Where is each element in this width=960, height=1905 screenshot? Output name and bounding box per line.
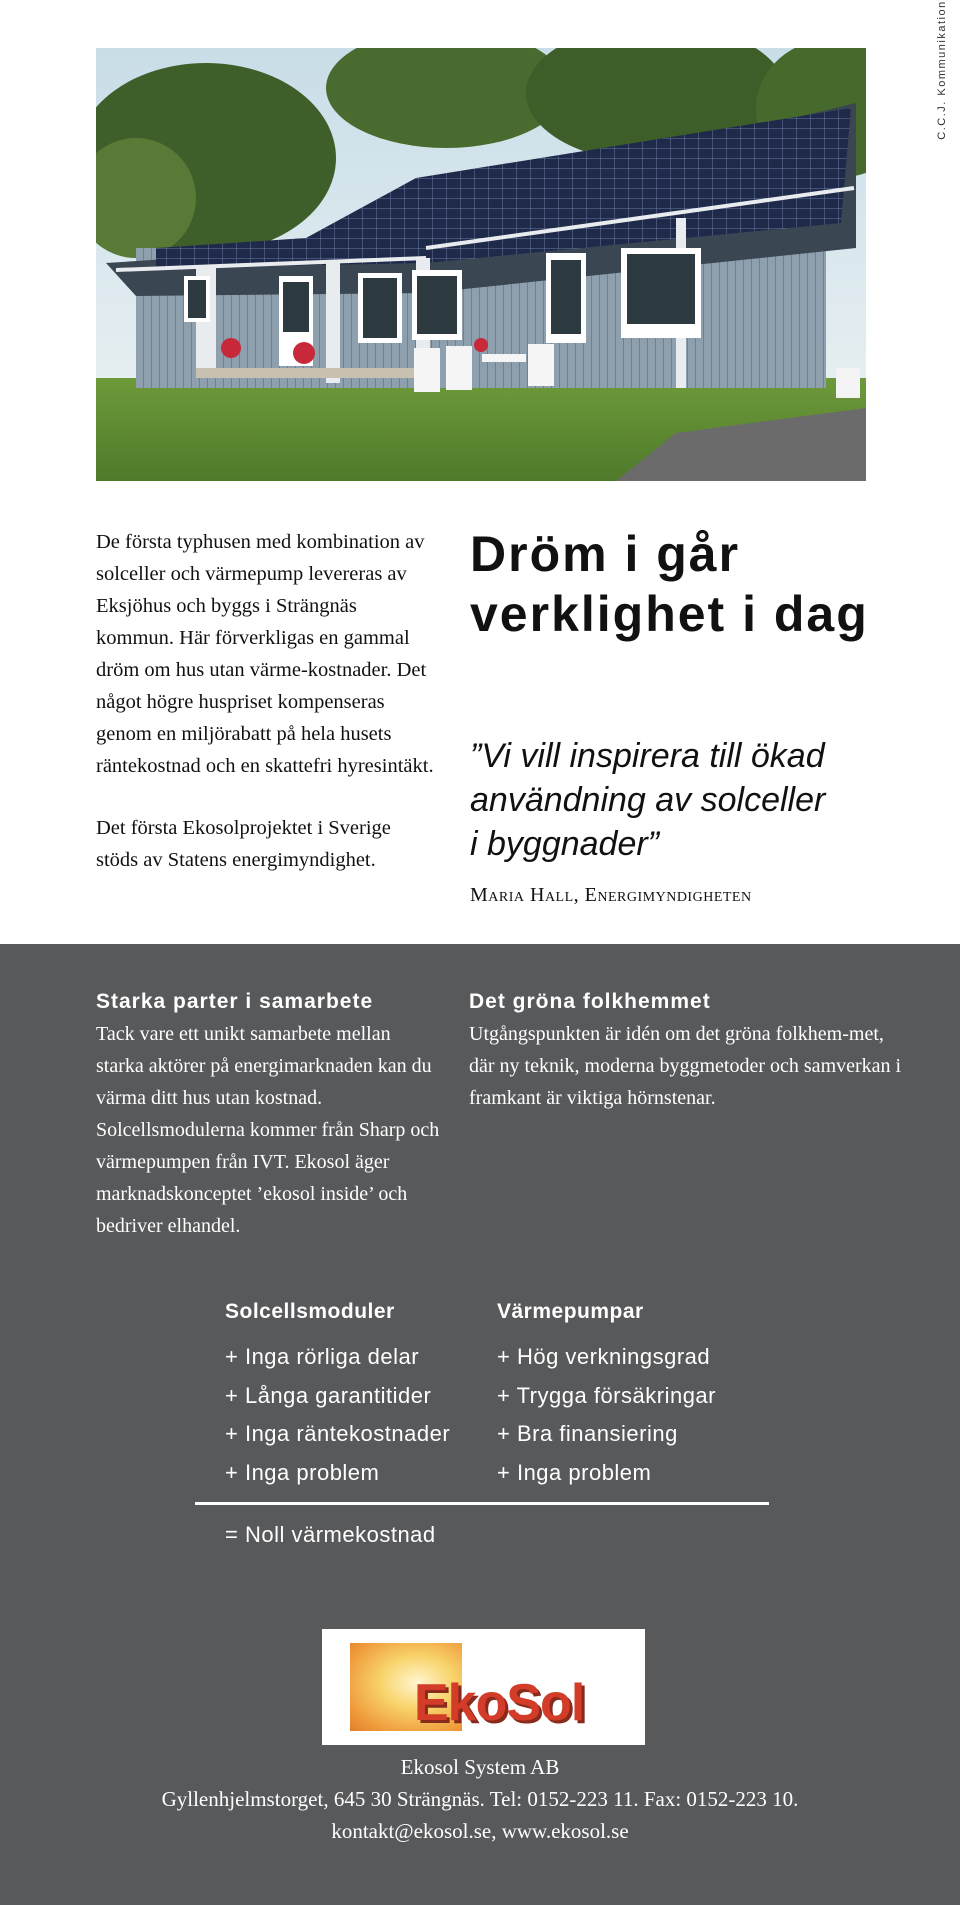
house-photo (96, 48, 866, 481)
benefit-item: + Inga räntekostnader (225, 1421, 451, 1446)
benefit-item: + Långa garantitider (225, 1382, 432, 1408)
footer-address: Gyllenhjelmstorget, 645 30 Strängnäs. Tel: 0152-223 11. Fax: 0152-223 10. (161, 1787, 799, 1811)
headline-line: Dröm i går (470, 526, 741, 582)
benefit-item: + Inga rörliga delar (225, 1344, 420, 1369)
pull-quote (470, 734, 930, 866)
quote-attribution: Maria Hall, Energimyndigheten (470, 884, 752, 906)
intro-text (96, 526, 436, 876)
intro-paragraph: Det första Ekosolprojektet i Sverige stöds av Statens energimyndighet. (96, 817, 391, 871)
benefit-item: + Hög verkningsgrad (497, 1344, 711, 1369)
benefits-heading: Solcellsmoduler (225, 1300, 395, 1323)
photo-credit (932, 0, 952, 140)
footer-company: Ekosol System AB (400, 1755, 560, 1779)
photo-credit-text: C.C.J. Kommunikation (936, 0, 948, 140)
sum-divider (195, 1502, 769, 1505)
benefits-solar (225, 1300, 450, 1492)
section-heading-partners: Starka parter i samarbete (96, 990, 374, 1013)
section-text-green (469, 1018, 914, 1114)
benefit-item: + Inga problem (225, 1459, 380, 1485)
logo-wordmark: EkoSol (414, 1674, 585, 1732)
ekosol-logo (322, 1629, 645, 1745)
benefits-heading: Värmepumpar (497, 1300, 644, 1323)
intro-paragraph: De första typhusen med kombination av solceller och värmepump levereras av Eksjöhus och byggs i Strängnäs kommun. Här förverkligas en gammal dröm om hus utan värme-kostnader. Det något högre huspriset kompenseras genom en miljörabatt på hela husets räntekostnad och en skattefri hyresintäkt. (96, 531, 434, 777)
quote-line: ”Vi vill inspirera till ökad (470, 737, 825, 775)
section-paragraph: Utgångspunkten är idén om det gröna folkhem-met, där ny teknik, moderna byggmetoder och samverkan i framkant är viktiga hörnstenar. (469, 1023, 902, 1109)
benefits-total: = Noll värmekostnad (225, 1522, 436, 1547)
section-paragraph: Tack vare ett unikt samarbete mellan starka aktörer på energimarknaden kan du värma ditt hus utan kostnad. Solcellsmodulerna kommer från Sharp och värmepumpen från IVT. Ekosol äger marknadskonceptet ’ekosol inside’ och bedriver elhandel. (96, 1023, 440, 1237)
headline (470, 524, 930, 644)
benefits-heatpump (497, 1300, 716, 1492)
footer-contact: kontakt@ekosol.se, www.ekosol.se (331, 1819, 629, 1843)
benefit-item: + Trygga försäkringar (497, 1382, 716, 1408)
headline-line: verklighet i dag (470, 586, 869, 642)
benefit-item: + Bra finansiering (497, 1421, 678, 1446)
benefit-item: + Inga problem (497, 1459, 652, 1485)
section-text-partners (96, 1018, 441, 1242)
quote-line: i byggnader” (470, 825, 660, 863)
section-heading-green: Det gröna folkhemmet (469, 990, 711, 1013)
quote-line: användning av solceller (470, 781, 826, 819)
